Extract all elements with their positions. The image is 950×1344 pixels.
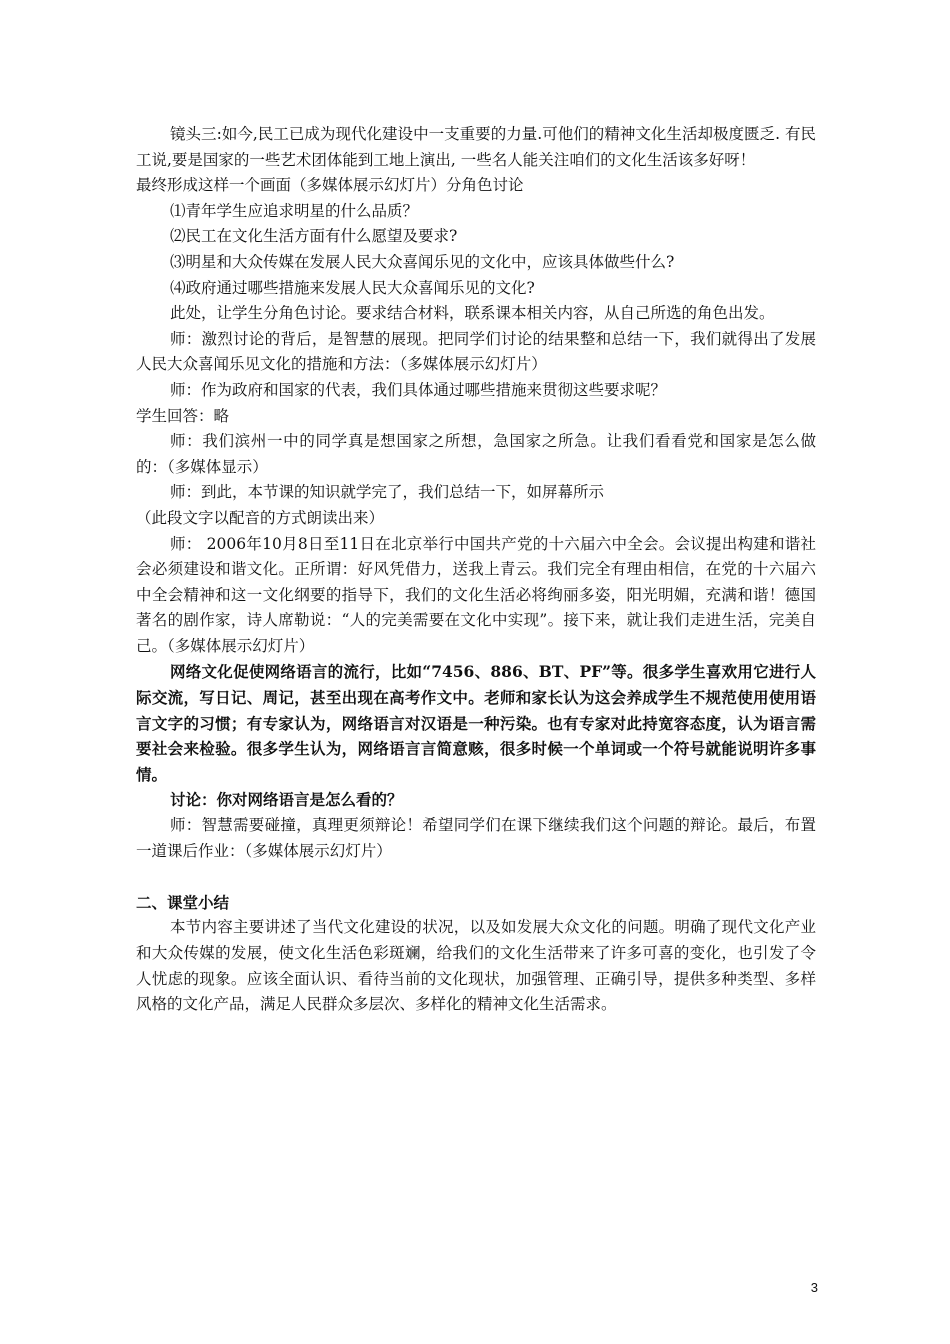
paragraph-discussion-prompt: 讨论：你对网络语言是怎么看的？ <box>170 790 403 810</box>
paragraph-voiceover-note: （此段文字以配音的方式朗读出来） <box>136 508 385 527</box>
paragraph-teacher-plenary: 师： 2006年10月8日至11日在北京举行中国共产党的十六届六中全会。会议提出构建和谐社会必须建设和谐文化。正所谓：好风凭借力，送我上青云。我们完全有理由相信，在党的十六届六中全会精神和这一文化纲要的指导下，我们的文化生活必将绚丽多姿，阳光明媚，充满和谐！德国著名的剧作家，诗人席勒说：“人的完美需要在文化中实现”。接下来，就让我们走进生活，完美自己。（多媒体展示幻灯片） <box>136 534 816 655</box>
paragraph-internet-language: 网络文化促使网络语言的流行，比如“7456、886、BT、PF”等。很多学生喜欢用它进行人际交流，写日记、周记，甚至出现在高考作文中。老师和家长认为这会养成学生不规范使用使用语言文字的习惯；有专家认为，网络语言对汉语是一种污染。也有专家对此持宽容态度，认为语言需要社会来检验。很多学生认为，网络语言言简意赅，很多时候一个单词或一个符号就能说明许多事情。 <box>136 662 816 784</box>
question-2: ⑵民工在文化生活方面有什么愿望及要求? <box>170 227 458 246</box>
blank-line <box>136 864 816 890</box>
paragraph-teacher-summary-discussion: 师：激烈讨论的背后，是智慧的展现。把同学们讨论的结果整和总结一下，我们就得出了发展人民大众喜闻乐见文化的措施和方法：（多媒体展示幻灯片） <box>136 329 816 374</box>
paragraph-teacher-question: 师：作为政府和国家的代表，我们具体通过哪些措施来贯彻这些要求呢？ <box>170 380 667 399</box>
paragraph-scene-three: 镜头三:如今,民工已成为现代化建设中一支重要的力量.可他们的精神文化生活却极度匮乏. 有民工说,要是国家的一些艺术团体能到工地上演出, 一些名人能关注咱们的文化生活该多好呀！ <box>136 125 816 169</box>
section-heading: 二、课堂小结 <box>136 892 230 912</box>
paragraph-role-discussion-intro: 最终形成这样一个画面（多媒体展示幻灯片）分角色讨论 <box>136 176 524 195</box>
paragraph-teacher-wrapup: 师：到此，本节课的知识就学完了，我们总结一下，如屏幕所示 <box>170 483 605 502</box>
paragraph-student-answer: 学生回答：略 <box>136 406 230 425</box>
page-number: 3 <box>810 1280 818 1295</box>
question-3: ⑶明星和大众传媒在发展人民大众喜闻乐见的文化中，应该具体做些什么? <box>170 252 675 271</box>
paragraph-role-instructions: 此处，让学生分角色讨论。要求结合材料，联系课本相关内容，从自己所选的角色出发。 <box>170 304 775 323</box>
paragraph-homework: 师：智慧需要碰撞，真理更须辩论！希望同学们在课下继续我们这个问题的辩论。最后，布置一道课后作业：（多媒体展示幻灯片） <box>136 816 816 860</box>
question-1: ⑴青年学生应追求明星的什么品质？ <box>170 201 419 220</box>
paragraph-class-summary: 本节内容主要讲述了当代文化建设的状况，以及如发展大众文化的问题。明确了现代文化产业和大众传媒的发展，使文化生活色彩斑斓，给我们的文化生活带来了许多可喜的变化，也引发了令人忧虑的现象。应该全面认识、看待当前的文化现状，加强管理、正确引导，提供多种类型、多样风格的文化产品，满足人民群众多层次、多样化的精神文化生活需求。 <box>136 918 816 1014</box>
question-4: ⑷政府通过哪些措施来发展人民大众喜闻乐见的文化? <box>170 278 535 297</box>
paragraph-teacher-binzhou: 师：我们滨州一中的同学真是想国家之所想，急国家之所急。让我们看看党和国家是怎么做的：（多媒体显示） <box>136 432 816 476</box>
document-body <box>136 122 816 1018</box>
